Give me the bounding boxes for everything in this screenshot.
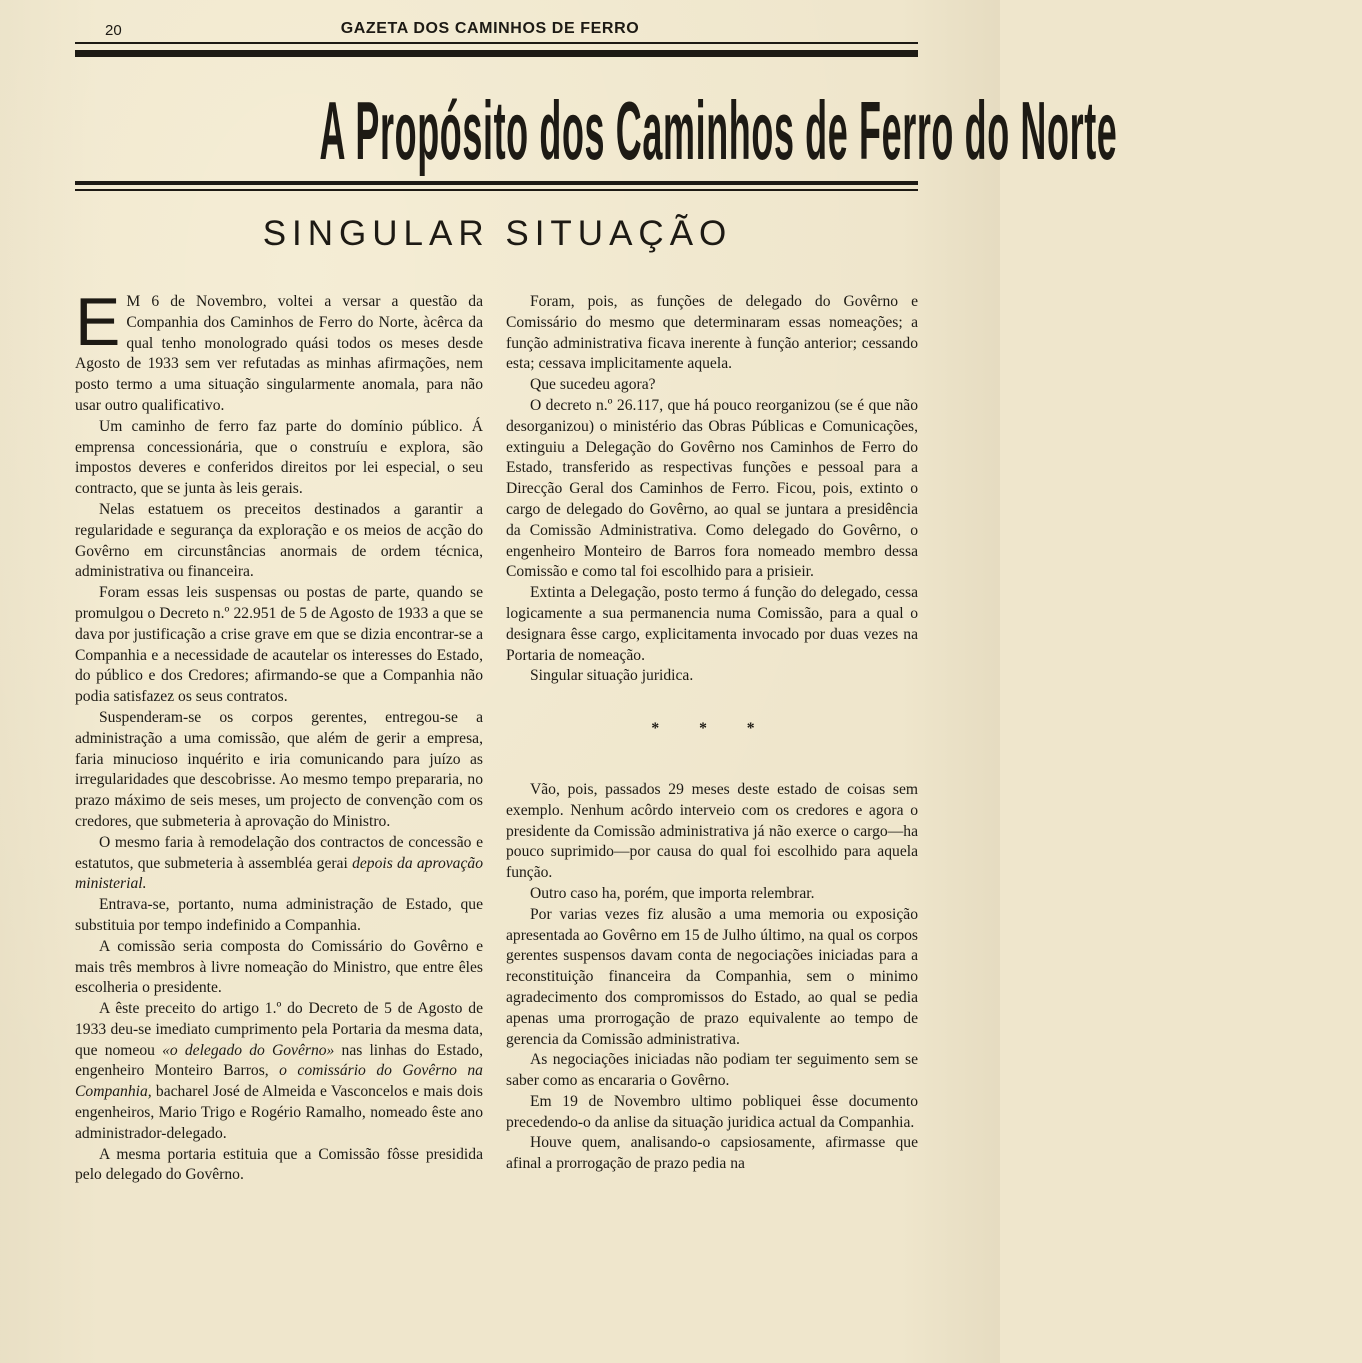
italic-text: «o delegado do Govêrno» bbox=[162, 1041, 335, 1059]
paragraph-text: A êste preceito do artigo 1.º do Decreto de 5 de Agosto de 1933 deu-se imediato cumprimento pela Portaria da mesma data, que nomeou bbox=[75, 1000, 483, 1059]
paragraph: Entrava-se, portanto, numa administração de Estado, que substituia por tempo indefinido a Companhia. bbox=[75, 896, 483, 934]
paragraph bbox=[75, 284, 483, 417]
paragraph-text: bacharel José de Almeida e Vasconcelos e mais dois engenheiros, Mario Trigo e Rogério Ramalho, nomeado êste ano administrador-delegado. bbox=[75, 1083, 483, 1142]
drop-cap: E bbox=[75, 284, 121, 360]
paragraph-text: nas linhas do Estado, engenheiro Monteiro Barros, bbox=[75, 1041, 484, 1080]
italic-text: o comissário do Govêrno na Companhia, bbox=[75, 1062, 483, 1101]
paragraph: Houve quem, analisando-o capsiosamente, afirmasse que afinal a prorrogação de prazo pedia na bbox=[506, 1134, 918, 1173]
paragraph: Em 19 de Novembro ultimo pobliquei êsse documento precedendo-o da anlise da situação juridica actual da Companhia. bbox=[506, 1092, 918, 1131]
paragraph: Singular situação juridica. bbox=[530, 667, 694, 685]
paragraph bbox=[75, 833, 483, 895]
paragraph: A mesma portaria estituia que a Comissão fôsse presidida pelo delegado do Govêrno. bbox=[75, 1145, 483, 1184]
paragraph-text: O mesmo faria à remodelação dos contractos de concessão e estatutos, que submeteria à assembléa gerai bbox=[75, 833, 483, 872]
paragraph: Nelas estatuem os preceitos destinados a garantir a regularidade e segurança da exploração e os meios de acção do Govêrno em circunstâncias anormais de ordem técnica, administrativa ou financeira. bbox=[75, 500, 483, 581]
paragraph bbox=[75, 999, 483, 1145]
paragraph: A comissão seria composta do Comissário do Govêrno e mais três membros à livre nomeação do Ministro, que entre êles escolheria o presidente. bbox=[75, 937, 483, 997]
title-rule-thin bbox=[75, 189, 918, 191]
paragraph: Extinta a Delegação, posto termo á função do delegado, cessa logicamente a sua permanencia numa Comissão, para a qual o designara êsse cargo, explicitamenta invocado por duas vezes na Portaria de nomeação. bbox=[506, 584, 918, 664]
paragraph: O decreto n.º 26.117, que há pouco reorganizou (se é que não desorganizou) o ministério das Obras Públicas e Comunicações, extinguiu a Delegação do Govêrno nos Caminhos de Ferro do Estado, transferido as respectivas funções e pessoal para a Direcção Geral dos Caminhos de Ferro. Ficou, pois, extinto o cargo de delegado do Govêrno, ao qual se juntara a presidência da Comissão Administrativa. Como delegado do Govêrno, o engenheiro Monteiro de Barros fora nomeado membro dessa Comissão e como tal foi escolhido para a prisieir. bbox=[506, 396, 918, 581]
italic-text: depois da aprovação ministerial. bbox=[75, 854, 483, 893]
paragraph: As negociações iniciadas não podiam ter seguimento sem se saber como as encararia o Govêrno. bbox=[506, 1051, 918, 1090]
section-separator: * * * bbox=[651, 720, 773, 738]
page-number: 20 bbox=[105, 22, 122, 39]
paragraph-text: M 6 de Novembro, voltei a versar a questão da Companhia dos Caminhos de Ferro do Norte, àcêrca da qual tenho monologrado quási todos os meses desde Agosto de 1933 sem ver refutadas as minhas afirmações, nem posto termo a uma situação singularmente anomala, para não usar outro qualificativo. bbox=[75, 293, 483, 414]
paragraph: Vão, pois, passados 29 meses deste estado de coisas sem exemplo. Nenhum acôrdo interveio com os credores e agora o presidente da Comissão administrativa já não exerce o cargo—ha pouco suprimido—por causa do qual foi escolhido para aquela função. bbox=[506, 780, 918, 882]
paragraph: Foram, pois, as funções de delegado do Govêrno e Comissário do mesmo que determinaram essas nomeações; a função administrativa ficava inerente à função anterior; cessando esta; cessava implicitamente aquela. bbox=[506, 293, 918, 373]
header-rule-thin bbox=[75, 42, 918, 44]
paragraph: Foram essas leis suspensas ou postas de parte, quando se promulgou o Decreto n.º 22.951 de 5 de Agosto de 1933 a que se dava por justificação a crise grave em que se dizia encontrar-se a Companhia e a necessidade de acautelar os interesses do Estado, do público e dos Credores; afirmando-se que a Companhia não podia satisfazez os seus contratos. bbox=[75, 584, 483, 706]
running-head: GAZETA DOS CAMINHOS DE FERRO bbox=[340, 20, 640, 37]
header-rule-thick bbox=[75, 50, 918, 57]
paragraph: Um caminho de ferro faz parte do domínio público. Á emprensa concessionária, que o construíu e explora, são impostos deveres e conferidos direitos por lei especial, o seu contracto, que se junta às leis gerais. bbox=[75, 417, 483, 498]
article-title-text: A Propósito dos Caminhos de Ferro do Norte bbox=[319, 85, 1118, 178]
title-rule-thick bbox=[75, 181, 918, 185]
paragraph: Que sucedeu agora? bbox=[530, 376, 656, 394]
article-title bbox=[75, 82, 1118, 182]
article-subtitle: SINGULAR SITUAÇÃO bbox=[262, 214, 733, 253]
right-column bbox=[506, 292, 918, 1175]
left-column bbox=[75, 284, 484, 1186]
paragraph: Suspenderam-se os corpos gerentes, entregou-se a administração a uma comissão, que além de gerir a empresa, faria minucioso inquérito e iria comunicando para juízo as irregularidades que descobrisse. Ao mesmo tempo prepararia, no prazo máximo de seis meses, um projecto de convenção com os credores, que submeteria à aprovação do Ministro. bbox=[75, 708, 483, 830]
paragraph: Outro caso ha, porém, que importa relembrar. bbox=[530, 884, 815, 902]
paragraph: Por varias vezes fiz alusão a uma memoria ou exposição apresentada ao Govêrno em 15 de Julho último, na qual os corpos gerentes suspensos davam conta de negociações iniciadas para a reconstituição financeira da Companhia, sem o minimo agradecimento dos compromissos do Estado, ao qual se pedia apenas uma prorrogação de prazo equivalente ao tempo de gerencia da Comissão administrativa. bbox=[506, 905, 918, 1048]
